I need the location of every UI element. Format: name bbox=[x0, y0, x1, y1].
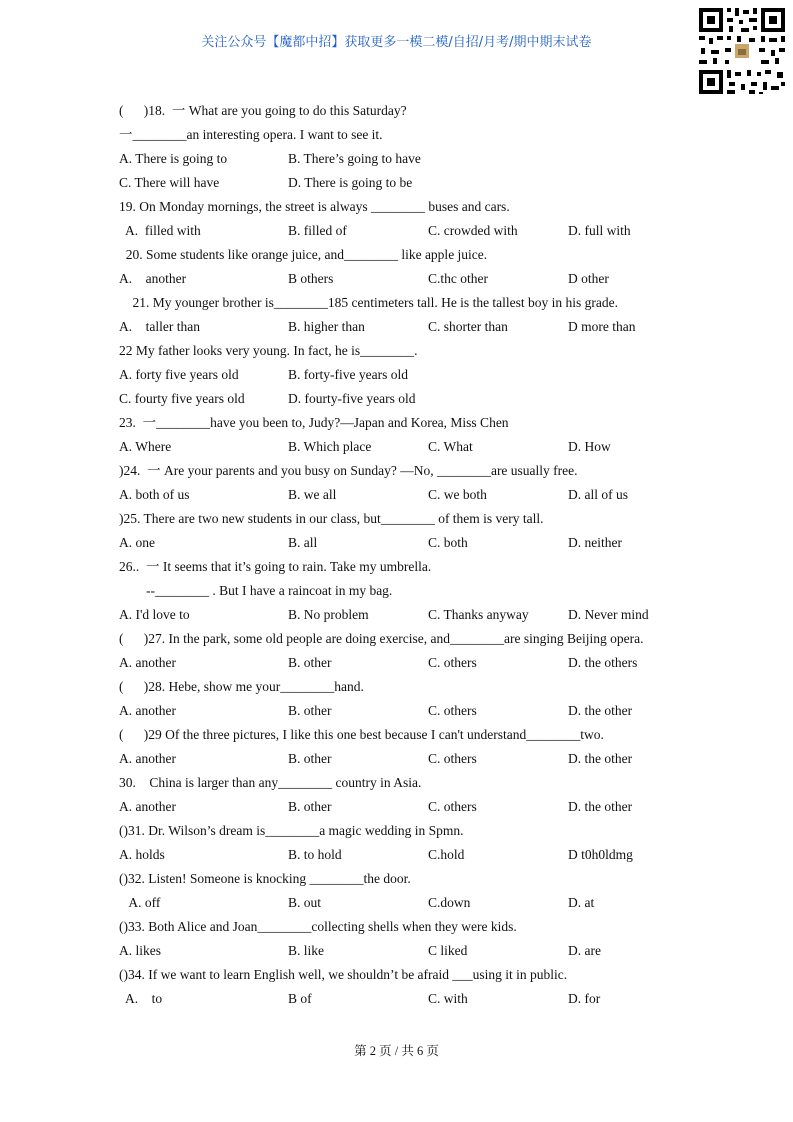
answer-option: B. There’s going to have bbox=[288, 151, 421, 166]
answer-option: C.down bbox=[428, 895, 471, 910]
answer-option: C. with bbox=[428, 991, 468, 1006]
answer-option: A. another bbox=[119, 751, 176, 766]
question-line: ()31. Dr. Wilson’s dream is________a magic wedding in Spmn. bbox=[119, 823, 464, 838]
answer-option: B. other bbox=[288, 799, 332, 814]
answer-option: D other bbox=[568, 271, 609, 286]
answer-option: B. other bbox=[288, 703, 332, 718]
question-line: ( )27. In the park, some old people are doing exercise, and________are singing Beijing opera. bbox=[119, 631, 644, 646]
answer-option: C. we both bbox=[428, 487, 487, 502]
answer-option: C. others bbox=[428, 703, 477, 718]
answer-option: D. the other bbox=[568, 703, 633, 718]
question-line: ( )18. 一 What are you going to do this Saturday? bbox=[119, 103, 407, 118]
answer-option: A. taller than bbox=[119, 319, 200, 334]
answer-option: B. like bbox=[288, 943, 324, 958]
answer-option: B. other bbox=[288, 751, 332, 766]
answer-option: D. at bbox=[568, 895, 595, 910]
answer-option: C.thc other bbox=[428, 271, 488, 286]
question-line: 一________an interesting opera. I want to see it. bbox=[119, 127, 383, 142]
answer-option: C. others bbox=[428, 655, 477, 670]
question-line: ( )29 Of the three pictures, I like this one best because I can't understand________two. bbox=[119, 727, 604, 742]
answer-option: D. neither bbox=[568, 535, 622, 550]
answer-option: A. to bbox=[119, 991, 163, 1006]
answer-option: C. shorter than bbox=[428, 319, 508, 334]
answer-option: A. another bbox=[119, 703, 176, 718]
question-line: 22 My father looks very young. In fact, he is________. bbox=[119, 343, 418, 358]
answer-option: D. for bbox=[568, 991, 601, 1006]
answer-option: B. other bbox=[288, 655, 332, 670]
answer-option: B. we all bbox=[288, 487, 337, 502]
answer-option: B. No problem bbox=[288, 607, 369, 622]
answer-option: A. Where bbox=[119, 439, 172, 454]
answer-option: D. fourty-five years old bbox=[288, 391, 416, 406]
answer-option: A. There is going to bbox=[119, 151, 228, 166]
question-line: )24. 一 Are your parents and you busy on Sunday? —No, ________are usually free. bbox=[119, 463, 578, 478]
answer-option: B. higher than bbox=[288, 319, 365, 334]
question-line: 23. 一________have you been to, Judy?—Japan and Korea, Miss Chen bbox=[119, 415, 509, 430]
question-line: 30. China is larger than any________ country in Asia. bbox=[119, 775, 422, 790]
answer-option: B. filled of bbox=[288, 223, 347, 238]
answer-option: D. full with bbox=[568, 223, 631, 238]
answer-option: C. others bbox=[428, 799, 477, 814]
answer-option: A. one bbox=[119, 535, 155, 550]
answer-option: D. the other bbox=[568, 799, 633, 814]
question-line: --________ . But I have a raincoat in my bag. bbox=[119, 583, 393, 598]
answer-option: D. There is going to be bbox=[288, 175, 413, 190]
answer-option: A. another bbox=[119, 271, 187, 286]
answer-option: A. both of us bbox=[119, 487, 190, 502]
answer-option: A. filled with bbox=[119, 223, 201, 238]
answer-option: D more than bbox=[568, 319, 636, 334]
answer-option: B. to hold bbox=[288, 847, 342, 862]
question-line: ( )28. Hebe, show me your________hand. bbox=[119, 679, 364, 694]
answer-option: C. others bbox=[428, 751, 477, 766]
answer-option: A. I'd love to bbox=[119, 607, 190, 622]
question-line: 26.. 一 It seems that it’s going to rain. Take my umbrella. bbox=[119, 559, 432, 574]
answer-option: B. all bbox=[288, 535, 318, 550]
answer-option: D t0h0ldmg bbox=[568, 847, 633, 862]
question-line: )25. There are two new students in our class, but________ of them is very tall. bbox=[119, 511, 544, 526]
answer-option: C. both bbox=[428, 535, 468, 550]
answer-option: D. How bbox=[568, 439, 611, 454]
question-line: ()32. Listen! Someone is knocking ________the door. bbox=[119, 871, 411, 886]
question-line: 20. Some students like orange juice, and________ like apple juice. bbox=[119, 247, 488, 262]
answer-option: C. There will have bbox=[119, 175, 220, 190]
answer-option: D. all of us bbox=[568, 487, 628, 502]
answer-option: C. crowded with bbox=[428, 223, 518, 238]
question-line: 19. On Monday mornings, the street is always ________ buses and cars. bbox=[119, 199, 510, 214]
answer-option: C.hold bbox=[428, 847, 465, 862]
answer-option: C. Thanks anyway bbox=[428, 607, 529, 622]
answer-option: D. are bbox=[568, 943, 601, 958]
answer-option: B of bbox=[288, 991, 312, 1006]
answer-option: A. holds bbox=[119, 847, 165, 862]
answer-option: D. the others bbox=[568, 655, 638, 670]
question-line: ()34. If we want to learn English well, we shouldn’t be afraid ___using it in public. bbox=[119, 967, 568, 982]
answer-option: B. Which place bbox=[288, 439, 372, 454]
answer-option: A. forty five years old bbox=[119, 367, 239, 382]
question-line: 21. My younger brother is________185 centimeters tall. He is the tallest boy in his grade. bbox=[119, 295, 619, 310]
page-number: 第 2 页 / 共 6 页 bbox=[354, 1044, 439, 1058]
answer-option: C liked bbox=[428, 943, 468, 958]
answer-option: D. Never mind bbox=[568, 607, 649, 622]
answer-option: B others bbox=[288, 271, 334, 286]
qr-code-icon bbox=[697, 6, 787, 96]
answer-option: B. out bbox=[288, 895, 322, 910]
answer-option: D. the other bbox=[568, 751, 633, 766]
answer-option: A. another bbox=[119, 655, 176, 670]
answer-option: C. fourty five years old bbox=[119, 391, 245, 406]
question-line: ()33. Both Alice and Joan________collecting shells when they were kids. bbox=[119, 919, 517, 934]
answer-option: C. What bbox=[428, 439, 473, 454]
promo-banner: 关注公众号【魔都中招】获取更多一模二模/自招/月考/期中期末试卷 bbox=[201, 35, 592, 50]
answer-option: A. off bbox=[119, 895, 161, 910]
answer-option: A. another bbox=[119, 799, 176, 814]
answer-option: A. likes bbox=[119, 943, 161, 958]
answer-option: B. forty-five years old bbox=[288, 367, 408, 382]
